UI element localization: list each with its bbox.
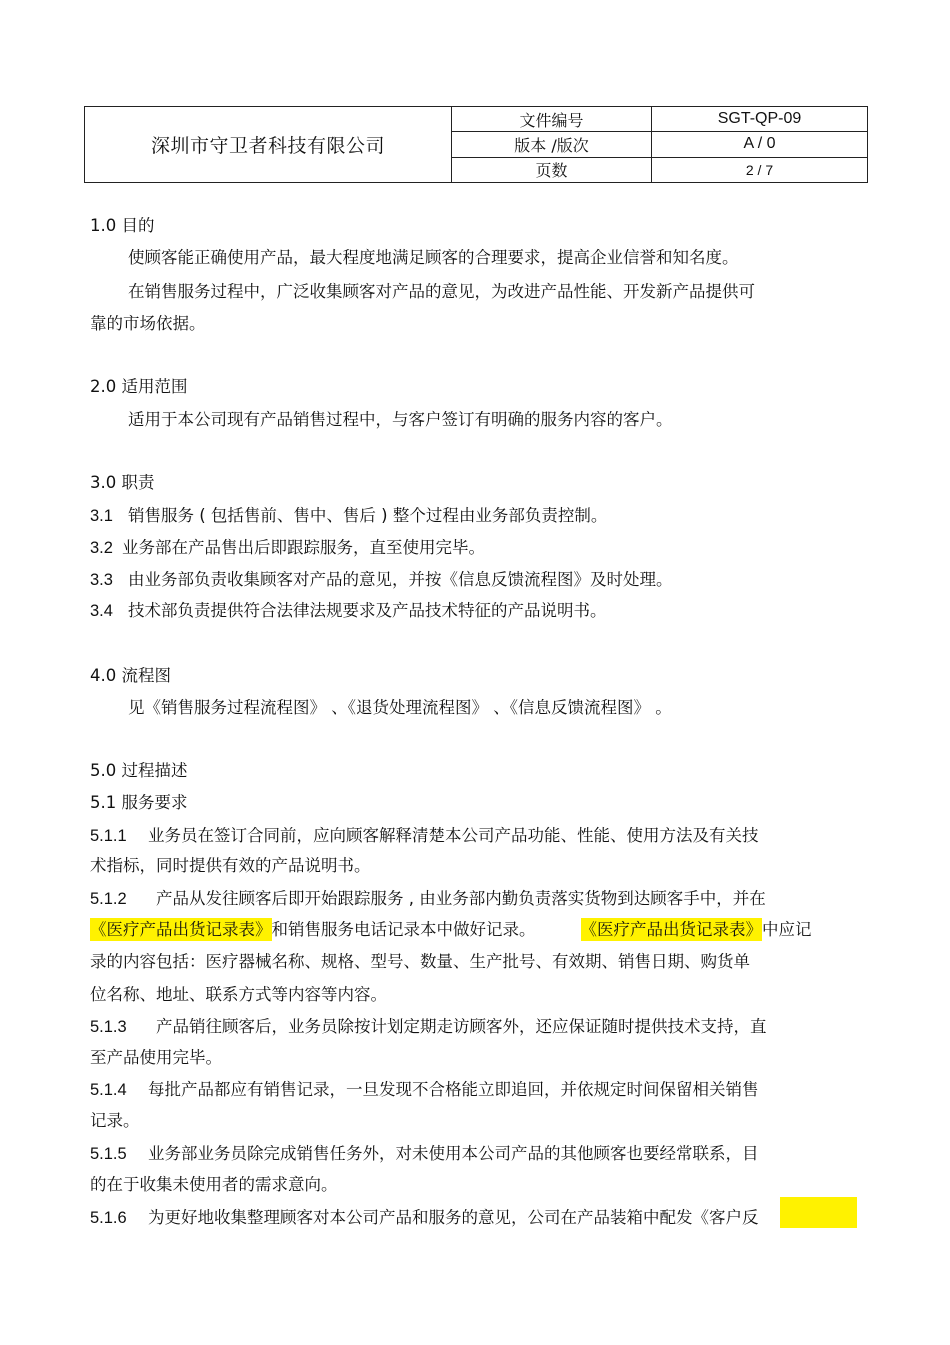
section-3-title: 3.0 职责 xyxy=(90,473,155,492)
item-number: 5.1.5 xyxy=(90,1145,127,1163)
item-number: 5.1.3 xyxy=(90,1018,127,1036)
section-5-1-2-line-4: 位名称、地址、联系方式等内容等内容。 xyxy=(90,985,387,1004)
highlighted-form-name: 《医疗产品出货记录表》 xyxy=(580,920,762,939)
highlighted-form-name: 《医疗产品出货记录表》 xyxy=(90,920,272,939)
section-1-paragraph-2-line-2: 靠的市场依据。 xyxy=(90,314,206,333)
file-number-label: 文件编号 xyxy=(452,107,652,132)
item-number: 3.3 xyxy=(90,571,113,589)
item-text: 业务员在签订合同前，应向顾客解释清楚本公司产品功能、性能、使用方法及有关技 xyxy=(148,826,759,845)
section-1-title: 1.0 目的 xyxy=(90,216,155,235)
item-text: 每批产品都应有销售记录，一旦发现不合格能立即追回，并依规定时间保留相关销售 xyxy=(148,1080,759,1099)
section-5-1-5-line-1 xyxy=(90,1143,759,1165)
item-text: 业务部业务员除完成销售任务外，对未使用本公司产品的其他顾客也要经常联系，目 xyxy=(148,1144,759,1163)
version-value: A / 0 xyxy=(652,132,868,157)
item-text: 销售服务 ( 包括售前、售中、售后 ) 整个过程由业务部负责控制。 xyxy=(128,506,608,525)
page-count-label: 页数 xyxy=(452,157,652,182)
section-5-1-4-line-1 xyxy=(90,1079,759,1101)
version-label: 版本 /版次 xyxy=(452,132,652,157)
section-2-paragraph: 适用于本公司现有产品销售过程中，与客户签订有明确的服务内容的客户。 xyxy=(128,410,673,429)
item-text: 由业务部负责收集顾客对产品的意见，并按《信息反馈流程图》及时处理。 xyxy=(128,570,673,589)
section-5-1-2-line-1 xyxy=(90,888,766,910)
section-5-1-3-line-1 xyxy=(90,1016,767,1038)
item-text: 产品销往顾客后，业务员除按计划定期走访顾客外，还应保证随时提供技术支持，直 xyxy=(156,1017,767,1036)
section-3-2 xyxy=(90,537,485,559)
section-5-title: 5.0 过程描述 xyxy=(90,761,188,780)
section-5-1-6-line-1 xyxy=(90,1207,759,1229)
file-number-value: SGT-QP-09 xyxy=(652,107,868,132)
item-number: 5.1.6 xyxy=(90,1209,127,1227)
item-text: 技术部负责提供符合法律法规要求及产品技术特征的产品说明书。 xyxy=(128,601,607,620)
section-1-paragraph-2-line-1: 在销售服务过程中，广泛收集顾客对产品的意见，为改进产品性能、开发新产品提供可 xyxy=(128,282,755,301)
section-3-1 xyxy=(90,505,607,527)
item-number: 5.1.1 xyxy=(90,827,127,845)
item-text: 产品从发往顾客后即开始跟踪服务 , 由业务部内勤负责落实货物到达顾客手中，并在 xyxy=(156,889,766,908)
item-number: 5.1.4 xyxy=(90,1081,127,1099)
item-number: 3.2 xyxy=(90,539,113,557)
section-5-1-1-line-2: 术指标，同时提供有效的产品说明书。 xyxy=(90,856,371,875)
item-text: 为更好地收集整理顾客对本公司产品和服务的意见，公司在产品装箱中配发《客 xyxy=(148,1208,726,1227)
section-3-3 xyxy=(90,569,673,591)
company-name: 深圳市守卫者科技有限公司 xyxy=(85,107,452,183)
item-number: 3.1 xyxy=(90,507,113,525)
section-1-paragraph-1: 使顾客能正确使用产品，最大程度地满足顾客的合理要求，提高企业信誉和知名度。 xyxy=(128,248,739,267)
section-5-1-title: 5.1 服务要求 xyxy=(90,793,188,812)
section-5-1-2-line-3: 录的内容包括：医疗器械名称、规格、型号、数量、生产批号、有效期、销售日期、购货单 xyxy=(90,952,750,971)
page-count-value: 2 / 7 xyxy=(652,157,868,182)
section-2-title: 2.0 适用范围 xyxy=(90,377,188,396)
section-5-1-4-line-2: 记录。 xyxy=(90,1111,140,1130)
document-header-table xyxy=(84,106,868,183)
highlighted-text: 户反 xyxy=(725,1208,759,1227)
section-4-paragraph: 见《销售服务过程流程图》 、《退货处理流程图》 、《信息反馈流程图》 。 xyxy=(128,698,672,717)
highlight-block xyxy=(780,1197,857,1228)
section-5-1-3-line-2: 至产品使用完毕。 xyxy=(90,1048,222,1067)
item-text: 中应记 xyxy=(762,920,812,939)
item-text: 和销售服务电话记录本中做好记录。 xyxy=(271,920,536,939)
section-5-1-1-line-1 xyxy=(90,825,759,847)
item-number: 5.1.2 xyxy=(90,890,127,908)
item-number: 3.4 xyxy=(90,602,113,620)
section-3-4 xyxy=(90,600,607,622)
section-5-1-2-line-2 xyxy=(90,919,812,941)
section-4-title: 4.0 流程图 xyxy=(90,666,171,685)
item-text: 业务部在产品售出后即跟踪服务，直至使用完毕。 xyxy=(122,538,485,557)
section-5-1-5-line-2: 的在于收集未使用者的需求意向。 xyxy=(90,1175,338,1194)
